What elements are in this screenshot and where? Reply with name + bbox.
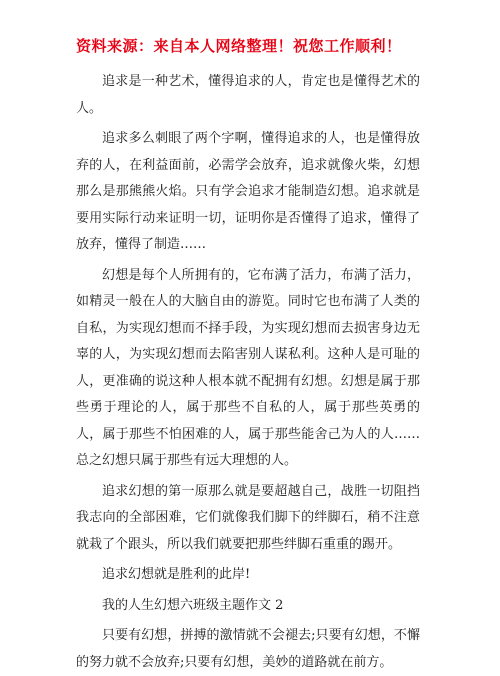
- document-page: [76, 36, 420, 676]
- paragraph-1: 追求是一种艺术，懂得追求的人，肯定也是懂得艺术的人。: [76, 74, 420, 116]
- paragraph-4: 追求幻想的第一原那么就是要超越自己，战胜一切阻挡我志向的全部困难，它们就像我们脚下的绊脚石，稍不注意就栽了个跟头，所以我们就要把那些绊脚石重重的踢开。: [76, 483, 420, 552]
- paragraph-5: 追求幻想就是胜利的此岸!: [102, 567, 251, 582]
- paragraph-6: 只要有幻想，拼搏的激情就不会褪去;只要有幻想，不懈的努力就不会放弃;只要有幻想，美妙的道路就在前方。: [76, 628, 420, 670]
- paragraph-3: 幻想是每个人所拥有的，它布满了活力，布满了活力，如精灵一般在人的大脑自由的游览。同时它也布满了人类的自私，为实现幻想而不择手段，为实现幻想而去损害身边无辜的人，为实现幻想而去陷害别人谋私利。这种人是可耻的人，更准确的说这种人根本就不配拥有幻想。幻想是属于那些勇于理论的人，属于那些不自私的人，属于那些英勇的人，属于那些不怕困难的人，属于那些能舍己为人的人……总之幻想只属于那些有远大理想的人。: [76, 267, 420, 468]
- source-banner: 资料来源：来自本人网络整理！祝您工作顺利！: [76, 37, 402, 55]
- essay-subtitle: 我的人生幻想六班级主题作文 2: [102, 597, 284, 613]
- paragraph-2: 追求多么刺眼了两个字啊，懂得追求的人，也是懂得放弃的人，在利益面前，必需学会放弃，追求就像火柴，幻想那么是那熊熊火焰。只有学会追求才能制造幻想。追求就是要用实际行动来证明一切，证明你是否懂得了追求，懂得了放弃，懂得了制造……: [76, 131, 420, 252]
